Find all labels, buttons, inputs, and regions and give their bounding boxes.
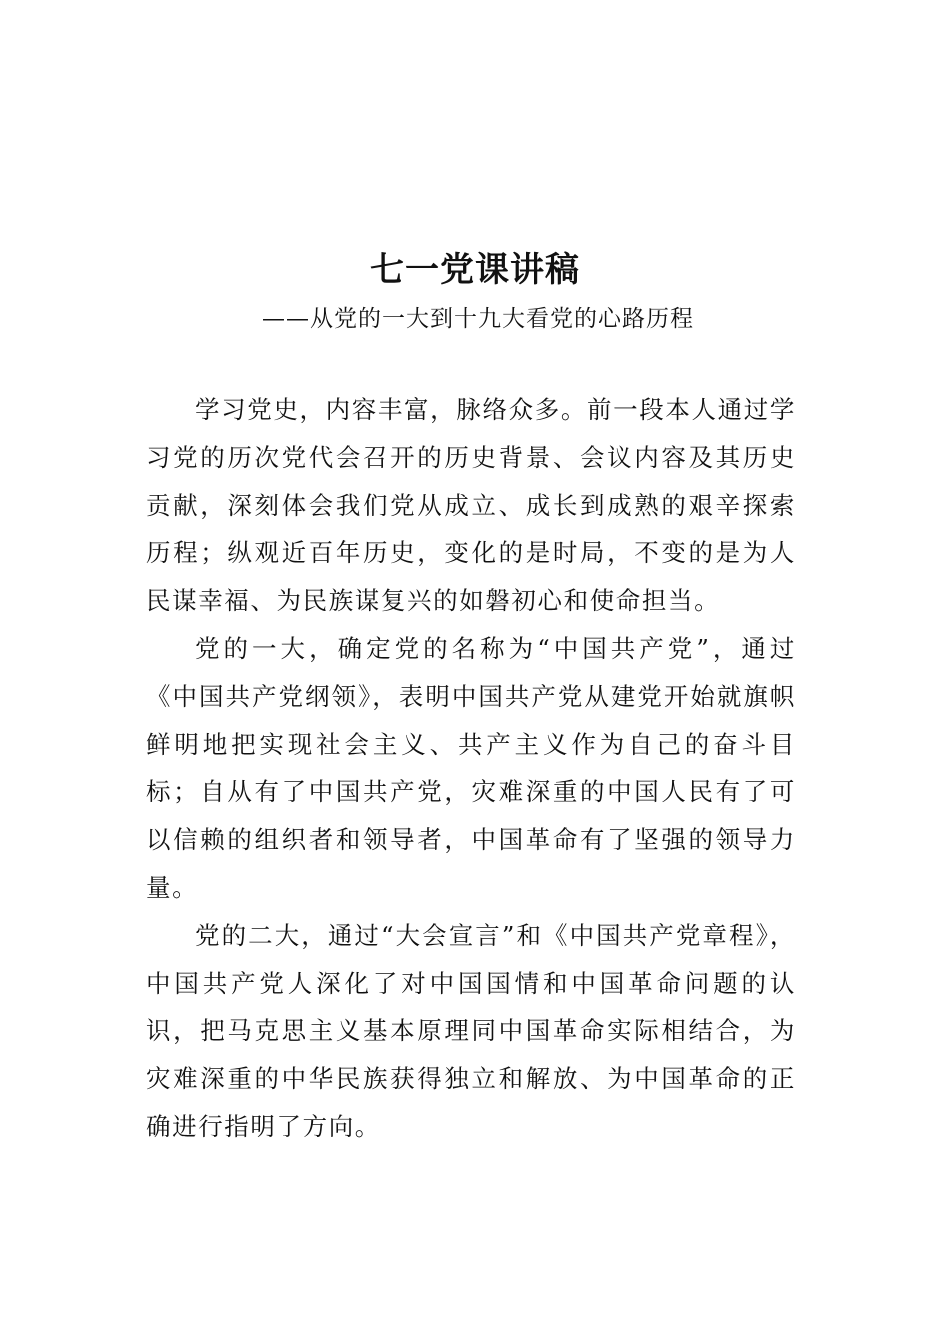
paragraph-intro: 学习党史，内容丰富，脉络众多。前一段本人通过学习党的历次党代会召开的历史背景、会议内容及其历史贡献，深刻体会我们党从成立、成长到成熟的艰辛探索历程；纵观近百年历史，变化的是时局，不变的是为人民谋幸福、为民族谋复兴的如磐初心和使命担当。 <box>146 395 796 616</box>
document-body <box>146 386 796 1151</box>
document-title: 七一党课讲稿 <box>370 250 580 290</box>
document-subtitle: ——从党的一大到十九大看党的心路历程 <box>262 306 694 332</box>
paragraph-first-congress: 党的一大，确定党的名称为“中国共产党”，通过《中国共产党纲领》，表明中国共产党从建党开始就旗帜鲜明地把实现社会主义、共产主义作为自己的奋斗目标；自从有了中国共产党，灾难深重的中国人民有了可以信赖的组织者和领导者，中国革命有了坚强的领导力量。 <box>146 633 796 902</box>
paragraph-second-congress: 党的二大，通过“大会宣言”和《中国共产党章程》，中国共产党人深化了对中国国情和中国革命问题的认识，把马克思主义基本原理同中国革命实际相结合，为灾难深重的中华民族获得独立和解放、为中国革命的正确进行指明了方向。 <box>146 920 796 1141</box>
